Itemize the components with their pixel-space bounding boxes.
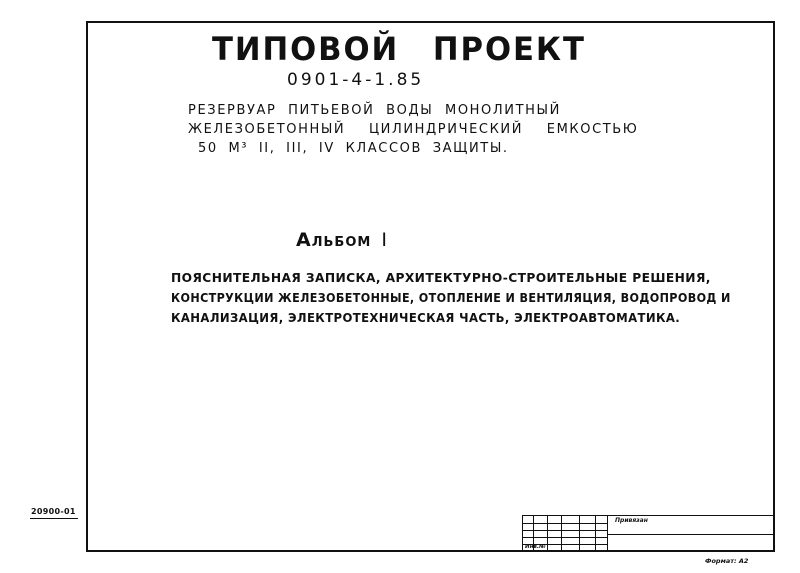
format-label: Формат: А2 [705, 557, 749, 565]
contents-line-1: ПОЯСНИТЕЛЬНАЯ ЗАПИСКА, АРХИТЕКТУРНО-СТРОИТЕЛЬНЫЕ РЕШЕНИЯ, [171, 271, 711, 285]
sheet-code-underline [30, 518, 78, 519]
album-number: I [381, 229, 388, 251]
contents-line-2: КОНСТРУКЦИИ ЖЕЛЕЗОБЕТОННЫЕ, ОТОПЛЕНИЕ И ВЕНТИЛЯЦИЯ, ВОДОПРОВОД И [171, 291, 731, 305]
title-block-stamp [522, 515, 775, 552]
sheet-code: 20900-01 [31, 507, 76, 516]
stamp-mark: Привязан [615, 517, 648, 524]
album-label: Альбом [296, 229, 372, 251]
album-heading [296, 229, 388, 251]
stamp-doc-number: Инв.№ [525, 544, 546, 550]
description-line-1: РЕЗЕРВУАР ПИТЬЕВОЙ ВОДЫ МОНОЛИТНЫЙ [188, 103, 561, 118]
stamp-row-line [607, 534, 775, 535]
contents-line-3: КАНАЛИЗАЦИЯ, ЭЛЕКТРОТЕХНИЧЕСКАЯ ЧАСТЬ, ЭЛЕКТРОАВТОМАТИКА. [171, 311, 681, 325]
project-title: ТИПОВОЙ ПРОЕКТ [212, 30, 586, 68]
project-code: 0901-4-1.85 [287, 70, 425, 90]
description-line-3: 50 М³ II, III, IV КЛАССОВ ЗАЩИТЫ. [198, 141, 509, 156]
description-line-2: ЖЕЛЕЗОБЕТОННЫЙ ЦИЛИНДРИЧЕСКИЙ ЕМКОСТЬЮ [188, 122, 639, 137]
sheet-frame [86, 21, 775, 552]
